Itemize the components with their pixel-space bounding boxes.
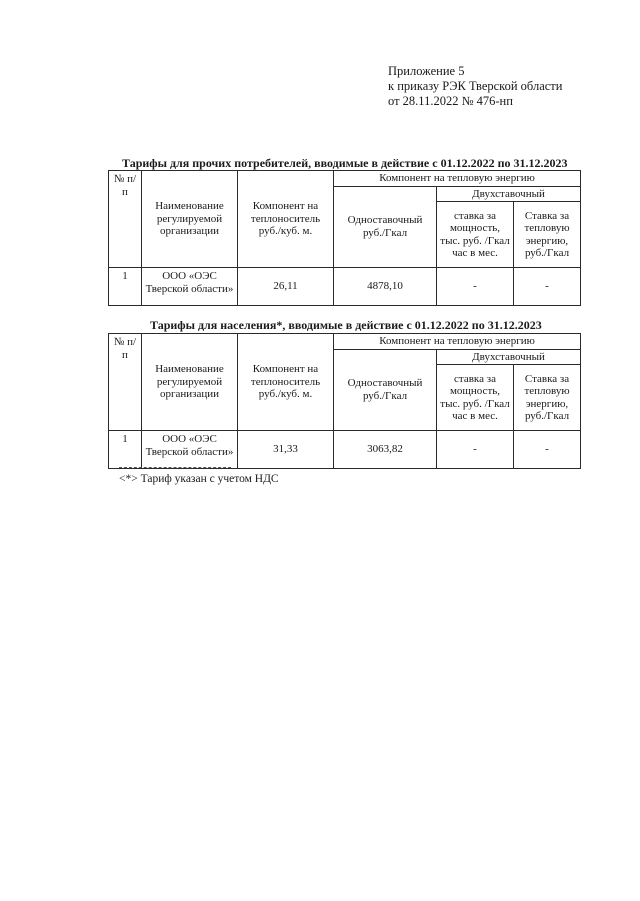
tariff-table-other-consumers: [108, 170, 581, 306]
cell-capacity: -: [437, 431, 514, 469]
cell-energy-rate: -: [514, 268, 581, 306]
header-single-rate: Одноставочный руб./Гкал: [334, 349, 437, 431]
header-energy-rate: Ставка за тепловую энергию, руб./Гкал: [514, 202, 581, 268]
table-row: [109, 268, 581, 306]
table-row: [109, 431, 581, 469]
header-energy-rate: Ставка за тепловую энергию, руб./Гкал: [514, 365, 581, 431]
cell-capacity: -: [437, 268, 514, 306]
cell-carrier: 26,11: [238, 268, 334, 306]
header-energy: Компонент на тепловую энергию: [334, 334, 581, 350]
cell-num: 1: [109, 431, 142, 469]
appendix-line-2: к приказу РЭК Тверской области: [388, 79, 563, 93]
cell-energy-rate: -: [514, 431, 581, 469]
cell-carrier: 31,33: [238, 431, 334, 469]
header-carrier: Компонент на теплоноситель руб./куб. м.: [238, 334, 334, 431]
footnote-vat: <*> Тариф указан с учетом НДС: [119, 473, 279, 485]
cell-num: 1: [109, 268, 142, 306]
cell-single: 3063,82: [334, 431, 437, 469]
appendix-line-1: Приложение 5: [388, 64, 465, 78]
cell-single: 4878,10: [334, 268, 437, 306]
header-carrier: Компонент на теплоноситель руб./куб. м.: [238, 171, 334, 268]
appendix-block: [388, 64, 562, 109]
header-two-part: Двухставочный: [437, 349, 581, 365]
header-org: Наименование регулируемой организации: [142, 171, 238, 268]
header-num: № п/п: [109, 334, 142, 431]
header-single-rate: Одноставочный руб./Гкал: [334, 186, 437, 268]
header-num: № п/п: [109, 171, 142, 268]
table-title-other-consumers: Тарифы для прочих потребителей, вводимые в действие с 01.12.2022 по 31.12.2023: [122, 156, 568, 170]
header-capacity-rate: ставка за мощность, тыс. руб. /Гкал час в мес.: [437, 365, 514, 431]
appendix-line-3: от 28.11.2022 № 476-нп: [388, 94, 513, 108]
cell-org: ООО «ОЭС Тверской области»: [142, 268, 238, 306]
tariff-table-population: [108, 333, 581, 469]
header-two-part: Двухставочный: [437, 186, 581, 202]
footnote-divider: [119, 467, 231, 468]
header-org: Наименование регулируемой организации: [142, 334, 238, 431]
header-capacity-rate: ставка за мощность, тыс. руб. /Гкал час в мес.: [437, 202, 514, 268]
cell-org: ООО «ОЭС Тверской области»: [142, 431, 238, 469]
table-title-population: Тарифы для населения*, вводимые в действие с 01.12.2022 по 31.12.2023: [150, 318, 542, 332]
header-energy: Компонент на тепловую энергию: [334, 171, 581, 187]
